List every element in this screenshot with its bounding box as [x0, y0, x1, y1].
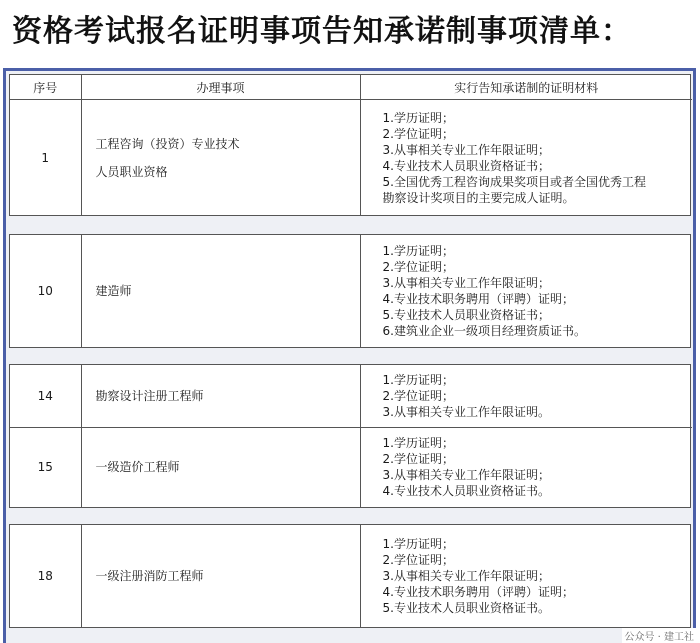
row-item-name	[81, 525, 360, 627]
table-block-1	[9, 74, 691, 216]
row-materials	[360, 100, 692, 216]
item-name-line: 勘察设计注册工程师	[95, 388, 204, 403]
header-item: 办理事项	[81, 75, 360, 100]
material-line: 2.学位证明；	[382, 553, 454, 567]
material-line: 5.全国优秀工程咨询成果奖项目或者全国优秀工程	[382, 174, 646, 189]
frame-top-border	[3, 68, 696, 71]
material-line: 2.学位证明；	[382, 260, 454, 274]
material-line: 3.从事相关专业工作年限证明；	[382, 569, 550, 583]
material-line: 1.学历证明；	[382, 436, 454, 451]
material-line: 3.从事相关专业工作年限证明。	[382, 404, 550, 419]
row-item-name	[81, 427, 360, 507]
item-name-line: 一级造价工程师	[95, 460, 180, 475]
header-materials: 实行告知承诺制的证明材料	[360, 75, 692, 100]
material-line: 5.专业技术人员职业资格证书。	[382, 601, 550, 615]
material-line: 3.从事相关专业工作年限证明；	[382, 142, 550, 157]
item-name-line: 建造师	[95, 284, 132, 298]
table-section	[10, 75, 692, 215]
row-item-name	[81, 365, 360, 427]
row-item-name	[81, 235, 360, 347]
material-line: 2.学位证明；	[382, 452, 454, 467]
table-row	[10, 365, 692, 427]
material-line: 2.学位证明；	[382, 388, 454, 403]
row-number: 18	[10, 525, 81, 627]
table-row	[10, 427, 692, 507]
item-name-line: 一级注册消防工程师	[95, 569, 204, 583]
material-line: 4.专业技术职务聘用（评聘）证明；	[382, 585, 574, 599]
material-line: 1.学历证明；	[382, 110, 454, 125]
table-row	[10, 100, 692, 216]
material-line: 1.学历证明；	[382, 244, 454, 258]
table-section	[10, 365, 692, 507]
material-line: 1.学历证明；	[382, 372, 454, 387]
item-name-line: 工程咨询（投资）专业技术	[95, 136, 240, 151]
row-number: 15	[10, 427, 81, 507]
row-number: 1	[10, 100, 81, 216]
page-title: 资格考试报名证明事项告知承诺制事项清单：	[12, 14, 632, 49]
row-materials	[360, 427, 692, 507]
material-line: 2.学位证明；	[382, 126, 454, 141]
table-block-3	[9, 364, 691, 508]
material-line: 6.建筑业企业一级项目经理资质证书。	[382, 324, 586, 338]
row-number: 10	[10, 235, 81, 347]
item-name-line: 人员职业资格	[95, 164, 168, 179]
row-number: 14	[10, 365, 81, 427]
row-item-name	[81, 100, 360, 216]
material-line: 1.学历证明；	[382, 537, 454, 551]
table-row	[10, 525, 692, 627]
header-no: 序号	[10, 75, 81, 100]
table-header-row	[10, 75, 692, 100]
table-section	[10, 235, 692, 347]
material-line: 5.专业技术人员职业资格证书；	[382, 308, 550, 322]
material-line: 3.从事相关专业工作年限证明；	[382, 276, 550, 290]
table-block-2	[9, 234, 691, 348]
material-line: 4.专业技术人员职业资格证书；	[382, 158, 550, 173]
row-materials	[360, 525, 692, 627]
table-block-4	[9, 524, 691, 628]
row-materials	[360, 365, 692, 427]
watermark-text: 公众号 · 建工社	[622, 628, 696, 643]
material-line: 4.专业技术职务聘用（评聘）证明；	[382, 292, 574, 306]
row-materials	[360, 235, 692, 347]
table-row	[10, 235, 692, 347]
material-line: 3.从事相关专业工作年限证明；	[382, 468, 550, 483]
material-line: 4.专业技术人员职业资格证书。	[382, 484, 550, 499]
table-section	[10, 525, 692, 627]
material-line: 勘察设计奖项目的主要完成人证明。	[382, 190, 575, 205]
